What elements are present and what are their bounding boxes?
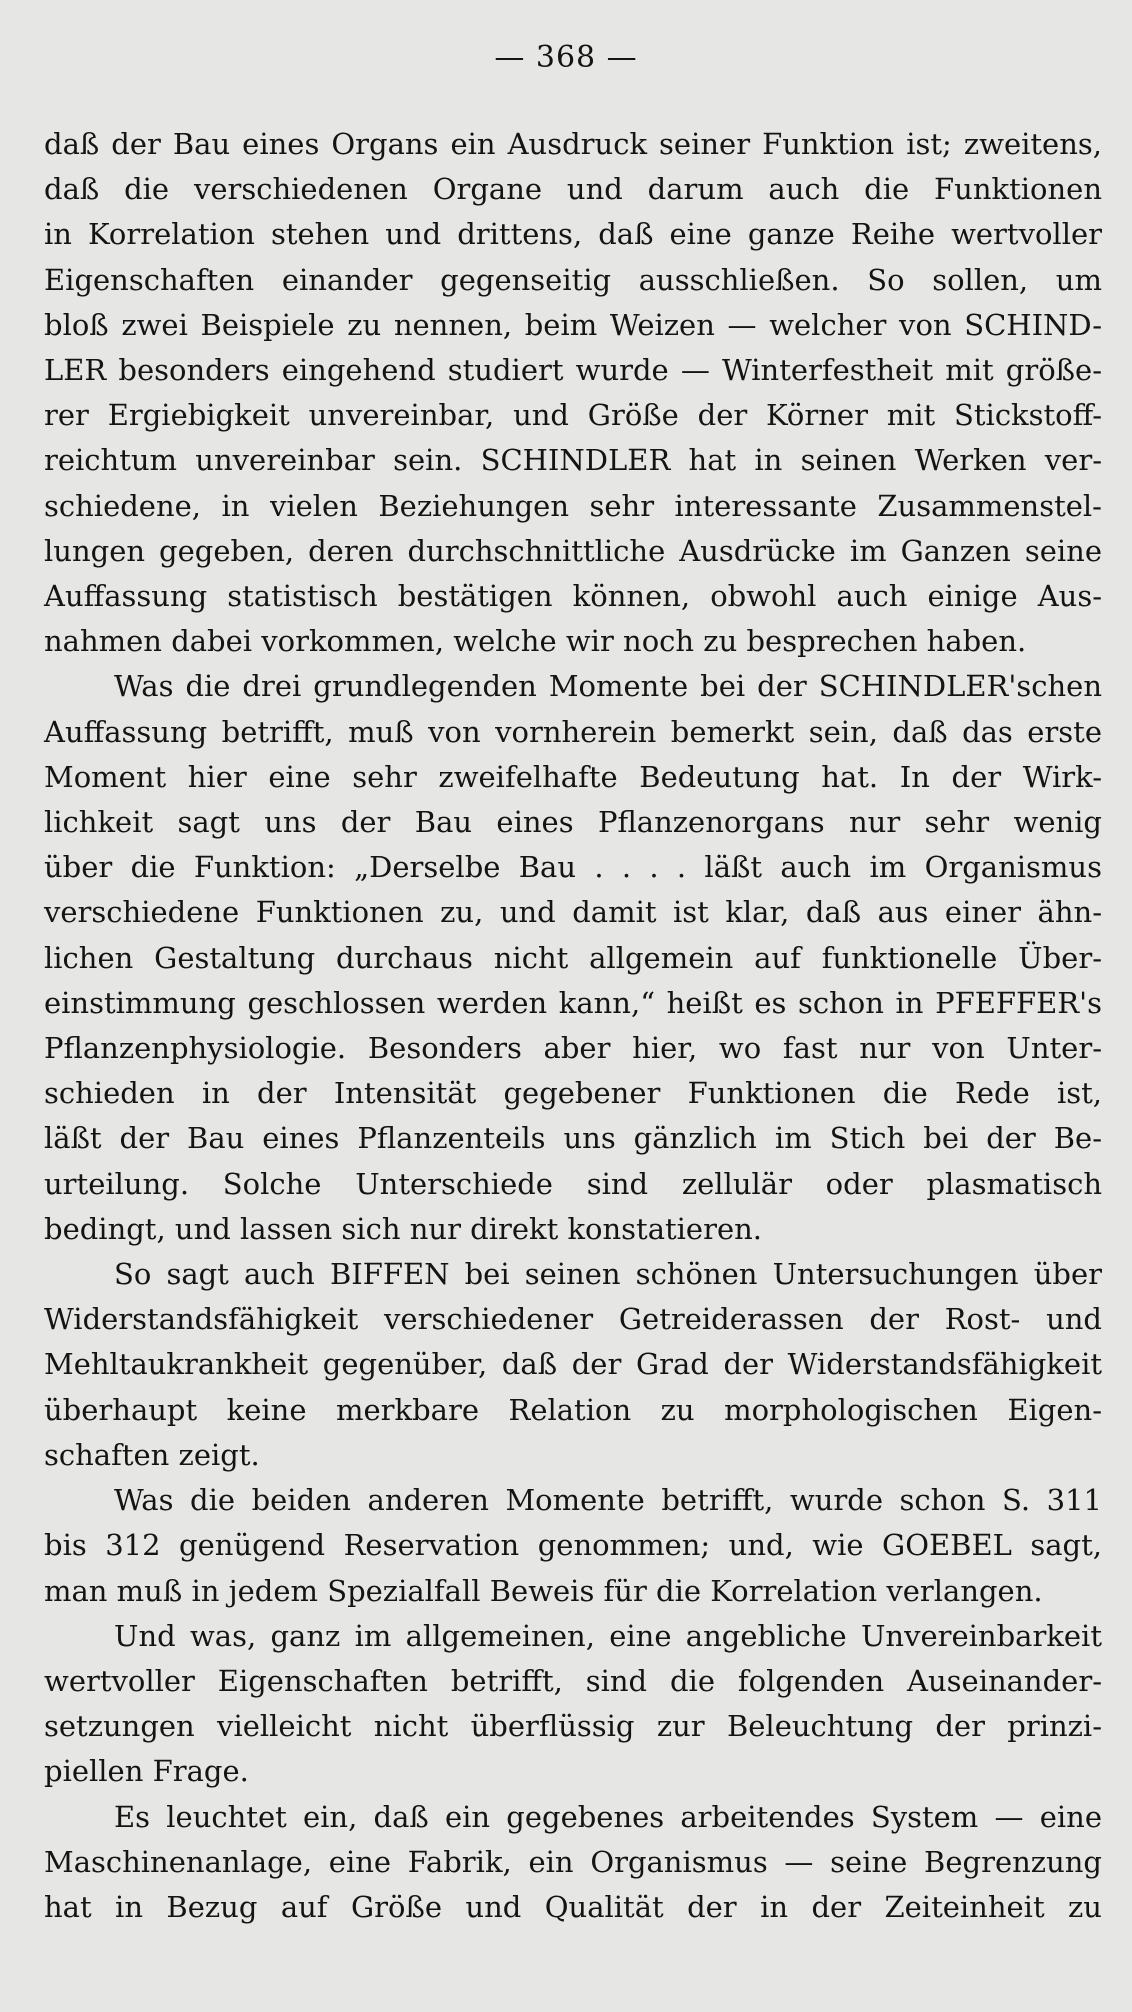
text-line: LER besonders eingehend studiert wurde — Winterfestheit mit größe-: [44, 353, 1102, 388]
text-line: reichtum unvereinbar sein. SCHINDLER hat in seinen Werken ver-: [44, 443, 1102, 478]
text-line: Moment hier eine sehr zweifelhafte Bedeutung hat. In der Wirk-: [44, 759, 1102, 794]
text-line: man muß in jedem Spezialfall Beweis für die Korrelation verlangen.: [44, 1573, 1043, 1608]
text-line: setzungen vielleicht nicht überflüssig zur Beleuchtung der prinzi-: [44, 1709, 1102, 1744]
text-line: wertvoller Eigenschaften betrifft, sind die folgenden Auseinander-: [44, 1663, 1102, 1698]
text-line: schaften zeigt.: [44, 1437, 260, 1472]
text-line: lichen Gestaltung durchaus nicht allgemein auf funktionelle Über-: [44, 940, 1102, 975]
text-line: bis 312 genügend Reservation genommen; und, wie GOEBEL sagt,: [44, 1528, 1102, 1563]
text-line: bloß zwei Beispiele zu nennen, beim Weizen — welcher von SCHIND-: [44, 307, 1102, 342]
paragraph: [44, 122, 1102, 664]
text-line: lichkeit sagt uns der Bau eines Pflanzenorgans nur sehr wenig: [44, 805, 1102, 840]
paragraph: [44, 1614, 1102, 1795]
paragraph: [44, 664, 1102, 1252]
text-line: Mehltaukrankheit gegenüber, daß der Grad der Widerstandsfähigkeit: [44, 1347, 1102, 1382]
text-line: überhaupt keine merkbare Relation zu morphologischen Eigen-: [44, 1392, 1102, 1427]
paragraph: [44, 1252, 1102, 1478]
paragraph: [44, 1478, 1102, 1614]
text-line: Auffassung statistisch bestätigen können, obwohl auch einige Aus-: [44, 579, 1102, 614]
text-line: bedingt, und lassen sich nur direkt konstatieren.: [44, 1211, 763, 1246]
text-line: Auffassung betrifft, muß von vornherein bemerkt sein, daß das erste: [44, 714, 1102, 749]
text-line: daß die verschiedenen Organe und darum auch die Funktionen: [44, 172, 1102, 207]
text-line: läßt der Bau eines Pflanzenteils uns gänzlich im Stich bei der Be-: [44, 1121, 1102, 1156]
text-line: nahmen dabei vorkommen, welche wir noch zu besprechen haben.: [44, 624, 1027, 659]
text-line: Und was, ganz im allgemeinen, eine angebliche Unvereinbarkeit: [114, 1618, 1102, 1653]
text-line: schieden in der Intensität gegebener Funktionen die Rede ist,: [44, 1076, 1102, 1111]
text-line: Widerstandsfähigkeit verschiedener Getreiderassen der Rost- und: [44, 1302, 1102, 1337]
text-line: schiedene, in vielen Beziehungen sehr interessante Zusammenstel-: [44, 488, 1102, 523]
text-line: Was die drei grundlegenden Momente bei der SCHINDLER'schen: [114, 669, 1102, 704]
body-text: [44, 122, 1102, 1930]
text-line: rer Ergiebigkeit unvereinbar, und Größe der Körner mit Stickstoff-: [44, 398, 1102, 433]
text-line: daß der Bau eines Organs ein Ausdruck seiner Funktion ist; zweitens,: [44, 127, 1102, 161]
text-line: hat in Bezug auf Größe und Qualität der in der Zeiteinheit zu: [44, 1889, 1102, 1924]
text-line: urteilung. Solche Unterschiede sind zellulär oder plasmatisch: [44, 1166, 1102, 1201]
text-line: piellen Frage.: [44, 1754, 249, 1789]
text-line: Pflanzenphysiologie. Besonders aber hier, wo fast nur von Unter-: [44, 1031, 1102, 1066]
page-number: — 368 —: [494, 40, 638, 75]
text-line: über die Funktion: „Derselbe Bau . . . . läßt auch im Organismus: [44, 850, 1102, 885]
text-line: Maschinenanlage, eine Fabrik, ein Organismus — seine Begrenzung: [44, 1844, 1102, 1879]
paragraph: [44, 1795, 1102, 1931]
text-line: einstimmung geschlossen werden kann,“ heißt es schon in PFEFFER's: [44, 985, 1102, 1020]
text-line: Eigenschaften einander gegenseitig ausschließen. So sollen, um: [44, 262, 1102, 297]
text-line: So sagt auch BIFFEN bei seinen schönen Untersuchungen über: [114, 1257, 1102, 1292]
text-line: Es leuchtet ein, daß ein gegebenes arbeitendes System — eine: [114, 1799, 1102, 1834]
text-line: Was die beiden anderen Momente betrifft, wurde schon S. 311: [114, 1483, 1102, 1518]
text-line: verschiedene Funktionen zu, und damit ist klar, daß aus einer ähn-: [44, 895, 1102, 930]
text-line: lungen gegeben, deren durchschnittliche Ausdrücke im Ganzen seine: [44, 533, 1102, 568]
text-line: in Korrelation stehen und drittens, daß eine ganze Reihe wertvoller: [44, 217, 1102, 252]
